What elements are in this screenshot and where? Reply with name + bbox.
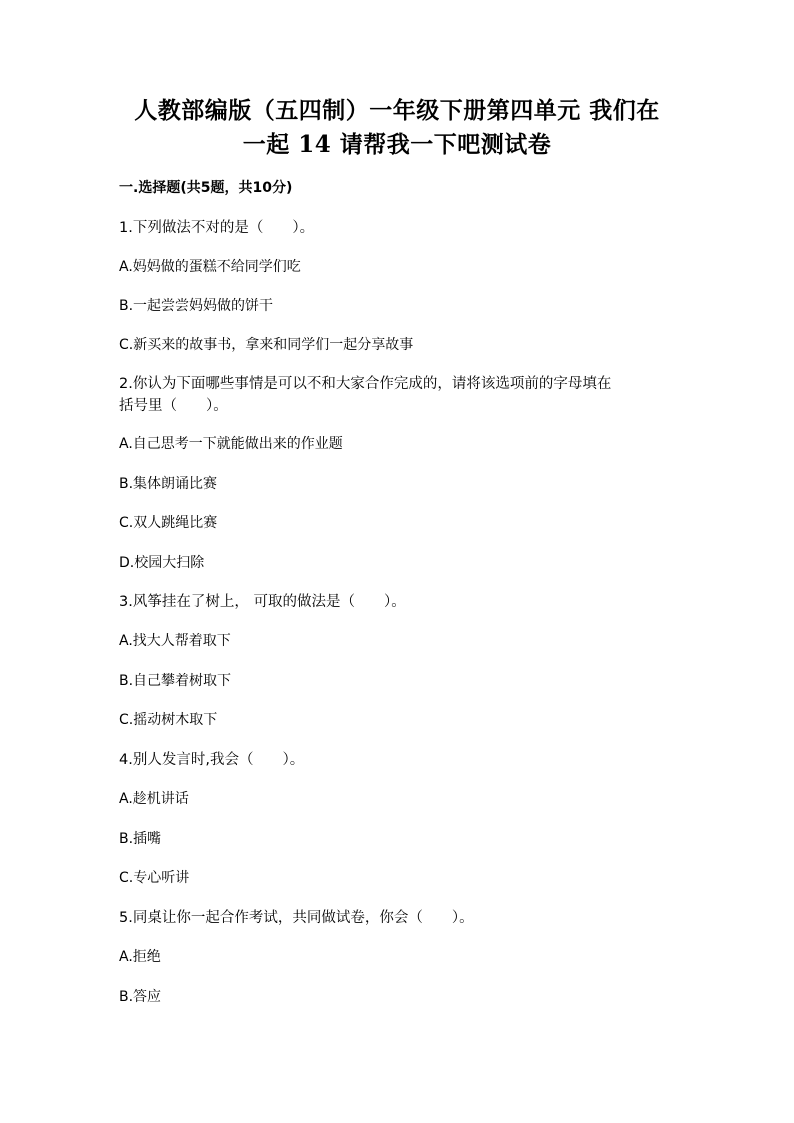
question-3-option-c: C.摇动树木取下 bbox=[119, 712, 218, 728]
question-3-option-b: B.自己攀着树取下 bbox=[119, 673, 232, 689]
section-heading: 一.选择题(共5题，共10分) bbox=[119, 180, 293, 196]
question-1-stem: 1.下列做法不对的是（ ）。 bbox=[119, 220, 315, 236]
question-1-option-c: C.新买来的故事书，拿来和同学们一起分享故事 bbox=[119, 337, 414, 353]
question-1-option-a: A.妈妈做的蛋糕不给同学们吃 bbox=[119, 259, 301, 275]
question-2-option-d: D.校园大扫除 bbox=[119, 555, 205, 571]
question-4-option-a: A.趁机讲话 bbox=[119, 791, 189, 807]
question-4-stem: 4.别人发言时,我会（ ）。 bbox=[119, 752, 305, 768]
question-2-option-a: A.自己思考一下就能做出来的作业题 bbox=[119, 436, 343, 452]
question-5-option-a: A.拒绝 bbox=[119, 949, 161, 965]
question-5-option-b: B.答应 bbox=[119, 989, 162, 1005]
question-2-option-c: C.双人跳绳比赛 bbox=[119, 515, 218, 531]
question-2-stem-line-2: 括号里（ ）。 bbox=[119, 398, 228, 414]
question-3-option-a: A.找大人帮着取下 bbox=[119, 633, 231, 649]
question-3-stem: 3.风筝挂在了树上， 可取的做法是（ ）。 bbox=[119, 594, 406, 610]
question-5-stem: 5.同桌让你一起合作考试，共同做试卷，你会（ ）。 bbox=[119, 910, 474, 926]
page-title-line-1: 人教部编版（五四制）一年级下册第四单元 我们在 bbox=[134, 97, 660, 124]
question-2-stem-line-1: 2.你认为下面哪些事情是可以不和大家合作完成的，请将该选项前的字母填在 bbox=[119, 376, 612, 392]
page-title-line-2: 一起 14 请帮我一下吧测试卷 bbox=[242, 131, 552, 158]
question-2-option-b: B.集体朗诵比赛 bbox=[119, 476, 218, 492]
question-4-option-b: B.插嘴 bbox=[119, 831, 162, 847]
question-4-option-c: C.专心听讲 bbox=[119, 870, 190, 886]
question-1-option-b: B.一起尝尝妈妈做的饼干 bbox=[119, 298, 274, 314]
